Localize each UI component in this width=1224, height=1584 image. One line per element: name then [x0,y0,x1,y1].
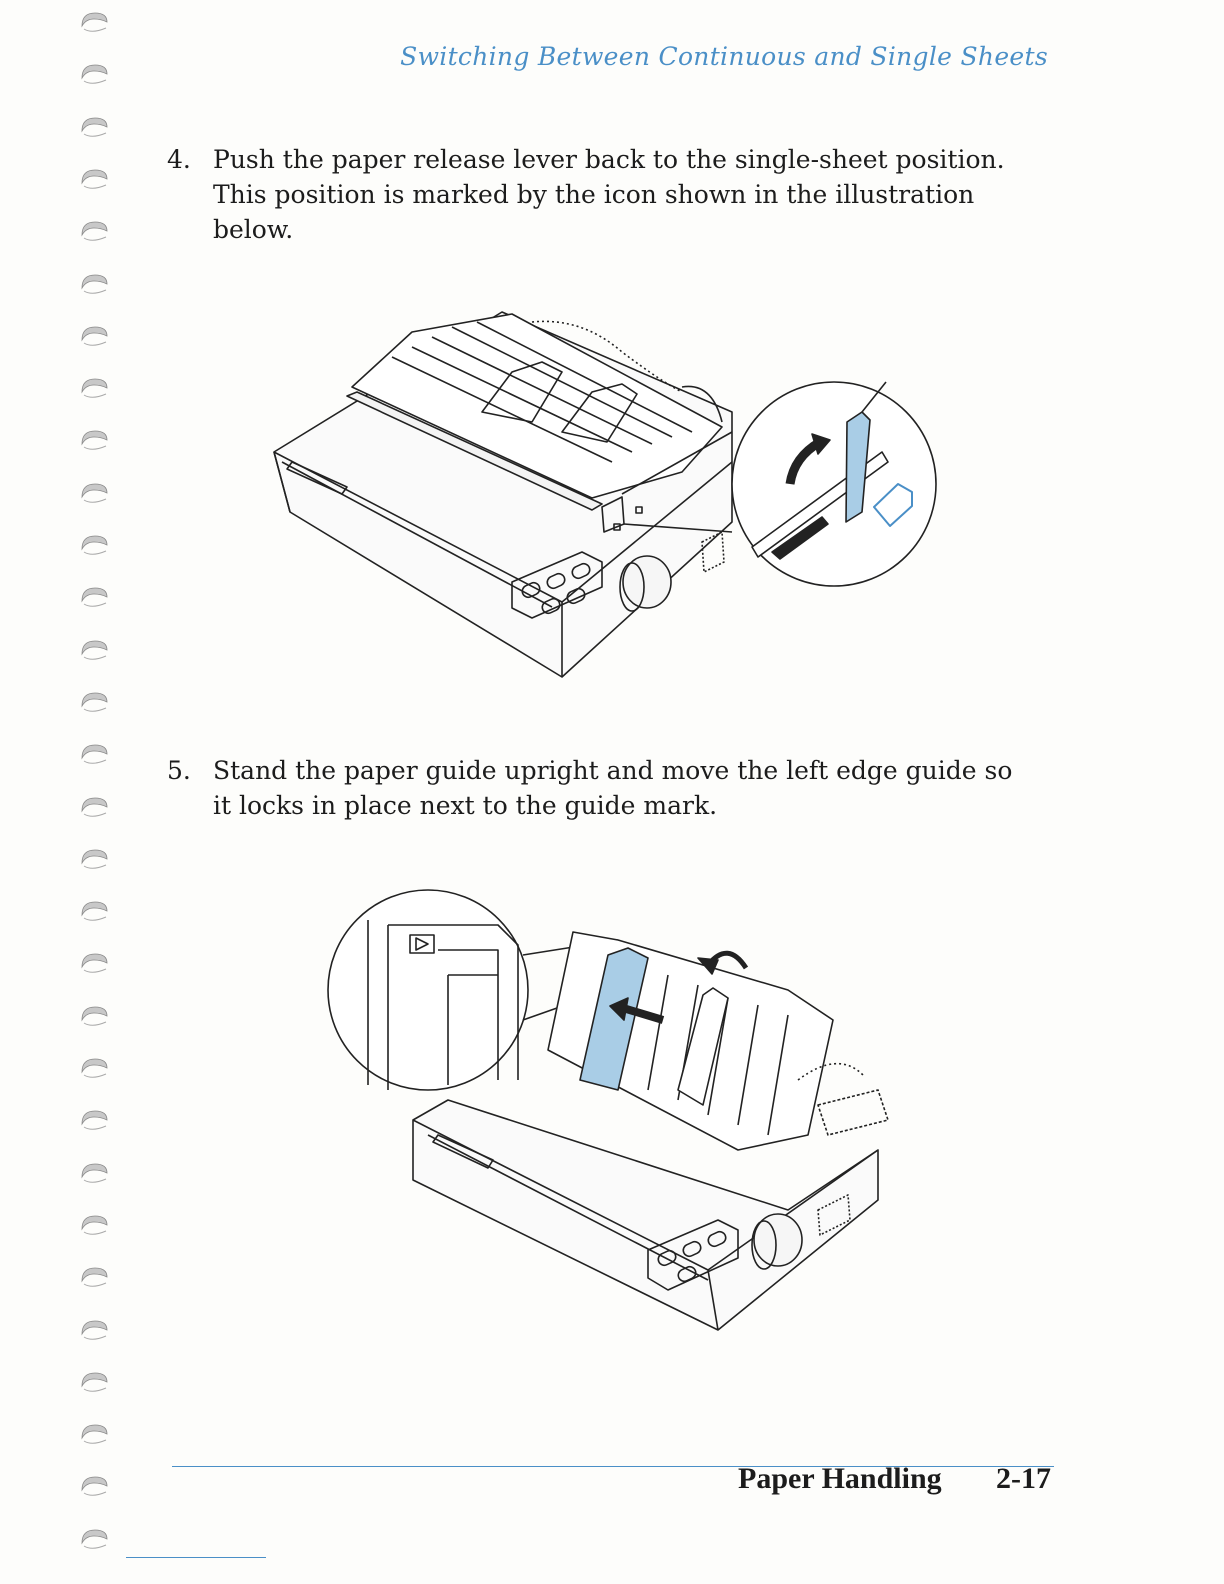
footer-section-title: Paper Handling [738,1462,942,1495]
binding-hole [78,690,110,716]
binding-hole [78,899,110,925]
binding-hole [78,115,110,141]
binding-hole [78,951,110,977]
binding-hole [78,742,110,768]
step-text [213,142,1005,247]
binding-hole [78,1213,110,1239]
step-text [213,753,1012,823]
binding-hole [78,1056,110,1082]
paper-guide-illustration [318,880,918,1340]
binding-hole [78,376,110,402]
printer-release-lever-illustration [262,262,952,692]
binding-hole [78,533,110,559]
binding-hole [78,428,110,454]
binding-hole [78,167,110,193]
running-header: Switching Between Continuous and Single Sheets [400,42,1048,71]
binding-hole [78,219,110,245]
step-line: Stand the paper guide upright and move the left edge guide so [213,756,1013,785]
binding-hole [78,1422,110,1448]
binding-hole [78,1265,110,1291]
binding-hole [78,1318,110,1344]
step-line: Push the paper release lever back to the single-sheet position. [213,145,1005,174]
page-number: 2-17 [996,1462,1051,1495]
step-number: 5. [167,756,191,785]
binding-hole [78,795,110,821]
binding-hole [78,10,110,36]
corner-rule [126,1557,266,1558]
step-number: 4. [167,145,191,174]
binding-hole [78,1474,110,1500]
step-line: This position is marked by the icon shown in the illustration [213,180,975,209]
binding-hole [78,638,110,664]
binding-hole [78,481,110,507]
binding-hole [78,847,110,873]
step-line: it locks in place next to the guide mark. [213,791,718,820]
binding-hole [78,1527,110,1553]
step-line: below. [213,215,294,244]
binding-hole [78,1370,110,1396]
binding-hole [78,1108,110,1134]
binding-hole [78,324,110,350]
binding-hole [78,62,110,88]
binding-hole [78,272,110,298]
binding-hole [78,1161,110,1187]
binding-hole [78,585,110,611]
spiral-binding [78,0,112,1584]
binding-hole [78,1004,110,1030]
